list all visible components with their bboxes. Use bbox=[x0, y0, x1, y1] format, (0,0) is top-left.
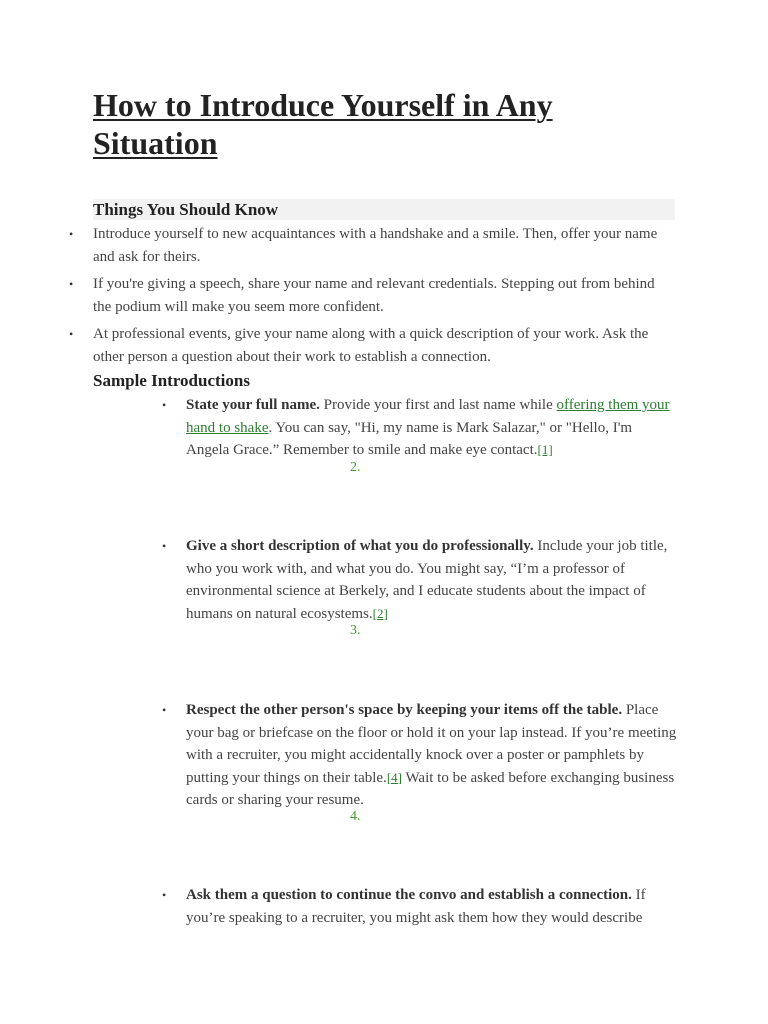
list-item bbox=[69, 223, 675, 268]
bullet-icon: • bbox=[162, 888, 167, 902]
list-item-text: Introduce yourself to new acquaintances with a handshake and a smile. Then, offer your name and ask for theirs. bbox=[93, 226, 658, 265]
step-text: Include your job title, who you work with, and what you do. You might say, “I’m a professor of environmental science at Berkely, and I educate students about the impact of humans on natural ecosystems. bbox=[186, 538, 668, 622]
page-title: How to Introduce Yourself in Any Situation bbox=[93, 87, 553, 161]
list-item bbox=[69, 323, 675, 368]
things-to-know-heading: Things You Should Know bbox=[93, 199, 675, 220]
handshake-link[interactable]: offering them your hand to shake bbox=[186, 397, 670, 436]
step-number: 2. bbox=[350, 460, 361, 475]
bullet-icon: • bbox=[69, 227, 74, 241]
list-item-text: At professional events, give your name along with a quick description of your work. Ask the other person a question about their work to establish a connection. bbox=[93, 326, 649, 365]
reference-link[interactable]: [2] bbox=[372, 605, 388, 621]
step-item bbox=[162, 699, 678, 812]
step-text: Provide your first and last name while bbox=[319, 397, 557, 413]
step-text: Wait to be asked before exchanging business cards or sharing your resume. bbox=[186, 769, 675, 808]
step-heading: Ask them a question to continue the convo and establish a connection. bbox=[186, 887, 632, 903]
step-text: Place your bag or briefcase on the floor or hold it on your lap instead. If you’re meeting with a recruiter, you might accidentally knock over a poster or pamphlets by putting your things on their table. bbox=[186, 702, 677, 786]
step-item bbox=[162, 535, 678, 625]
step-number: 4. bbox=[350, 809, 361, 824]
step-text: If you’re speaking to a recruiter, you might ask them how they would describe bbox=[186, 887, 646, 926]
step-text: . You can say, "Hi, my name is Mark Salazar," or "Hello, I'm Angela Grace.” Remember to smile and make eye contact. bbox=[186, 419, 633, 458]
step-heading: Give a short description of what you do professionally. bbox=[186, 538, 534, 554]
bullet-icon: • bbox=[69, 277, 74, 291]
sample-introductions-heading: Sample Introductions bbox=[93, 371, 250, 390]
step-heading: State your full name. bbox=[186, 397, 320, 413]
step-item bbox=[162, 884, 678, 929]
step-heading: Respect the other person's space by keeping your items off the table. bbox=[186, 702, 623, 718]
reference-link[interactable]: [4] bbox=[386, 769, 402, 785]
bullet-icon: • bbox=[69, 327, 74, 341]
list-item-text: If you're giving a speech, share your name and relevant credentials. Stepping out from behind the podium will make you seem more confident. bbox=[93, 276, 655, 315]
step-number: 3. bbox=[350, 623, 361, 638]
step-item bbox=[162, 394, 678, 462]
bullet-icon: • bbox=[162, 398, 167, 412]
bullet-icon: • bbox=[162, 703, 167, 717]
list-item bbox=[69, 273, 675, 318]
reference-link[interactable]: [1] bbox=[537, 442, 553, 457]
things-to-know-list bbox=[69, 223, 675, 373]
bullet-icon: • bbox=[162, 539, 167, 553]
